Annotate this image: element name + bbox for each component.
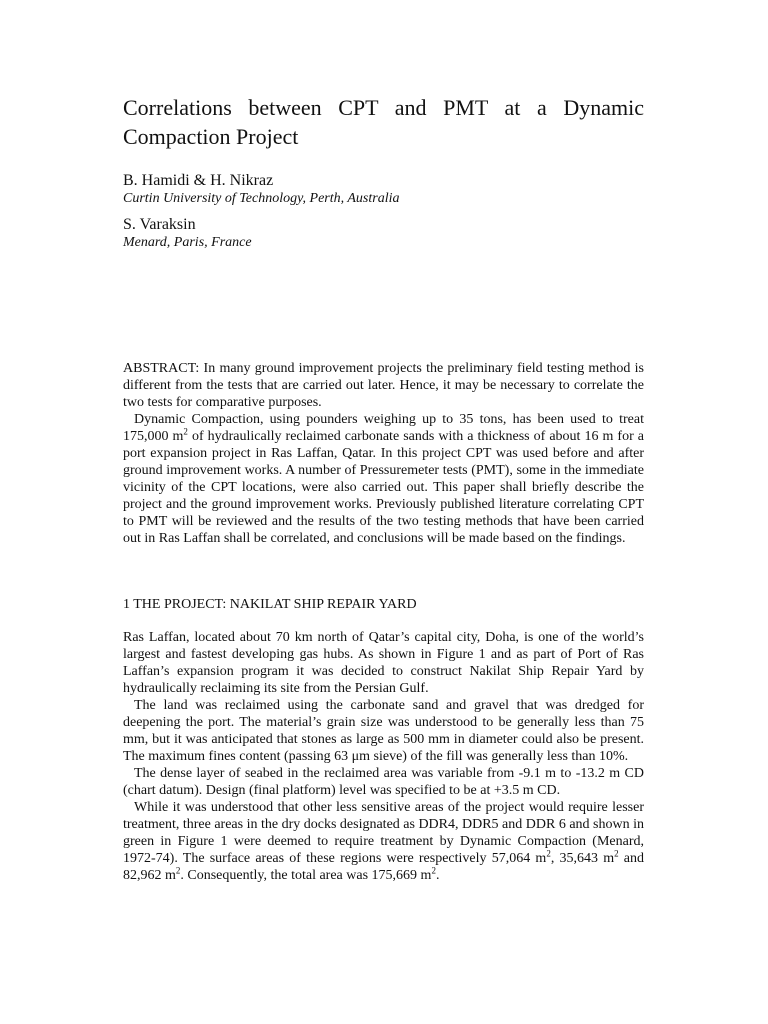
section-text: and 82,962 m — [123, 851, 645, 883]
superscript: 2 — [183, 426, 188, 437]
abstract-text: of hydraulically reclaimed carbonate sands with a thickness of about 16 m for a port expansion project in Ras Laffan, Qatar. In this project CPT was used before and after ground improvement works. A number of Pressuremeter tests (PMT), some in the immediate vicinity of the CPT locations, were also carried out. This paper shall briefly describe the project and the ground improvement works. Previously published literature correlating CPT to PMT will be reviewed and the results of the two testing methods that have been carried out in Ras Laffan shall be correlated, and conclusions will be made based on the findings. — [123, 429, 644, 546]
section-body — [123, 629, 644, 884]
abstract-paragraph-1: ABSTRACT: In many ground improvement projects the preliminary field testing method is different from the tests that are carried out later. Hence, it may be necessary to correlate the two tests for comparative purposes. — [123, 361, 644, 410]
abstract-text: Dynamic Compaction, using pounders weighing up to 35 tons, has been used to treat 175,000 m — [123, 412, 644, 444]
superscript: 2 — [614, 848, 619, 859]
author-names-1: B. Hamidi & H. Nikraz — [123, 172, 274, 189]
section-text: , 35,643 m — [550, 851, 615, 866]
superscript: 2 — [175, 865, 181, 876]
section-paragraph-3: The dense layer of seabed in the reclaimed area was variable from -9.1 m to -13.2 m CD (chart datum). Design (final platform) level was specified to be at +3.5 m CD. — [123, 766, 644, 798]
author-names-2: S. Varaksin — [123, 216, 196, 233]
title-line-2: Compaction Project — [123, 124, 299, 149]
abstract — [123, 360, 644, 547]
superscript: 2 — [431, 865, 436, 876]
section-text: . Consequently, the total area was 175,669 m — [180, 868, 432, 883]
section-paragraph-2: The land was reclaimed using the carbonate sand and gravel that was dredged for deepening the port. The material’s grain size was understood to be generally less than 75 mm, but it was anticipated that stones as large as 500 mm in diameter could also be present. The maximum fines content (passing 63 μm sieve) of the fill was generally less than 10%. — [123, 698, 644, 764]
section-paragraph-4 — [123, 799, 644, 884]
section-text: While it was understood that other less sensitive areas of the project would require lesser treatment, three areas in the dry docks designated as DDR4, DDR5 and DDR 6 and shown in green in Figure 1 were deemed to require treatment by Dynamic Compaction (Menard, 1972-74). The surface areas of these regions were respectively 57,064 m — [123, 800, 644, 866]
section-text: . — [435, 868, 440, 883]
paper-title — [123, 93, 644, 151]
superscript: 2 — [546, 848, 551, 859]
section-paragraph-1: Ras Laffan, located about 70 km north of Qatar’s capital city, Doha, is one of the world’s largest and fastest developing gas hubs. As shown in Figure 1 and as part of Port of Ras Laffan’s expansion program it was decided to construct Nakilat Ship Repair Yard by hydraulically reclaiming its site from the Persian Gulf. — [123, 630, 644, 696]
section-heading: 1 THE PROJECT: NAKILAT SHIP REPAIR YARD — [123, 597, 417, 612]
author-affiliation-1: Curtin University of Technology, Perth, Australia — [123, 191, 400, 206]
title-line-1: Correlations between CPT and PMT at a Dynamic — [123, 95, 644, 120]
author-affiliation-2: Menard, Paris, France — [123, 235, 252, 250]
abstract-paragraph-2 — [123, 411, 644, 547]
